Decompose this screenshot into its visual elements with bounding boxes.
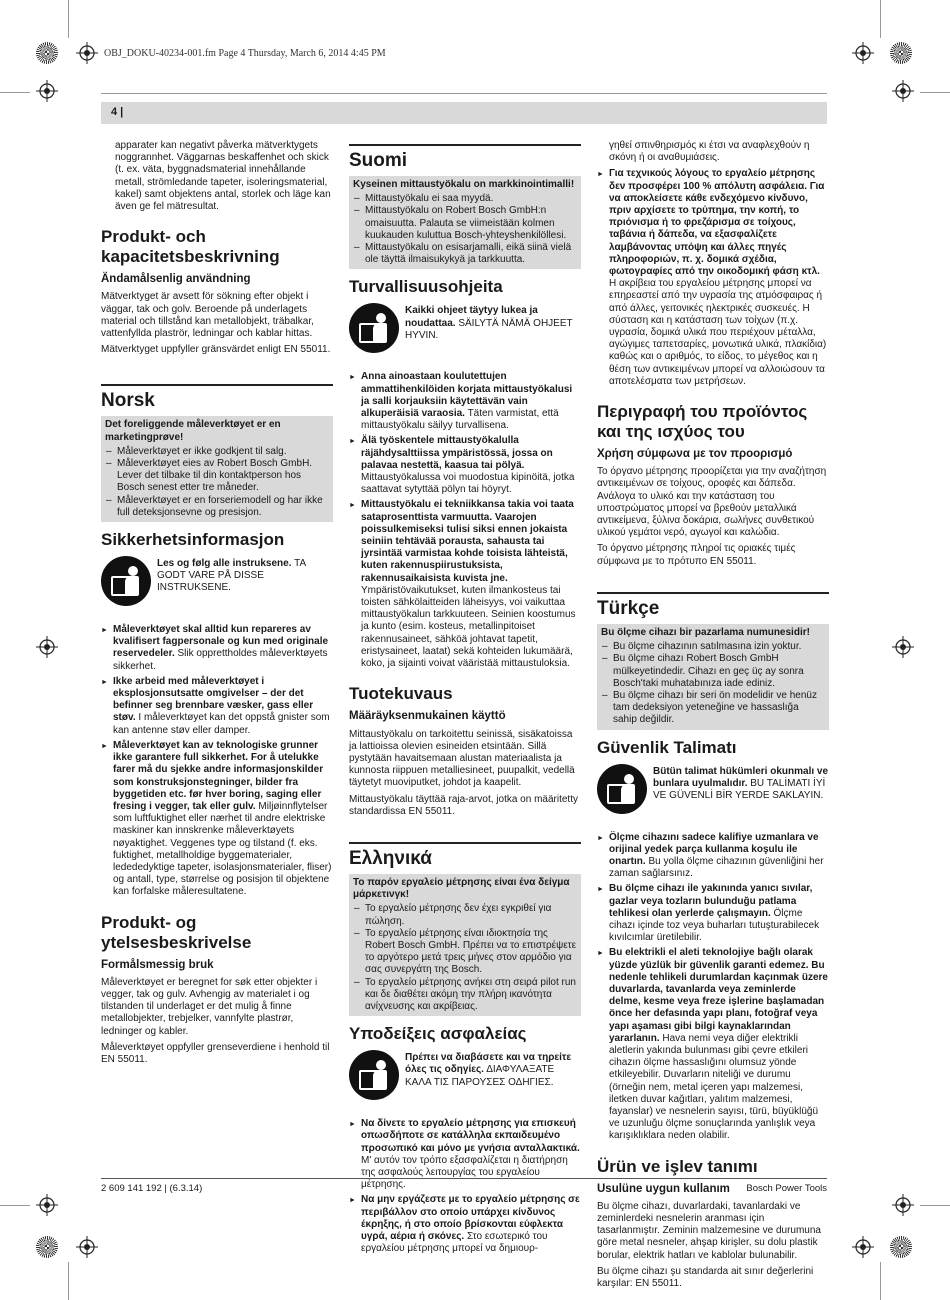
paragraph: Mätverktyget är avsett för sökning efter objekt i väggar, tak och golv. Beroende på underlagets material och tillstånd kan metallobjekt, träbalkar, vattenfyllda plaströr, ledningar och kablar hittas. xyxy=(101,291,314,340)
crop-line xyxy=(68,0,69,38)
crop-line xyxy=(0,92,30,93)
bullet-item: ► Ölçme cihazını sadece kalifiye uzmanlara ve orijinal yedek parça kullanma koşulu ile onartın. Bu yolla ölçme cihazının güvenliğini her zaman sağlarsınız. xyxy=(597,832,829,881)
section-title: Υποδείξεις ασφαλείας xyxy=(349,1024,527,1044)
crop-line xyxy=(880,1262,881,1300)
bullet-item: ► Να δίνετε το εργαλείο μέτρησης για επισκευή οπωσδήποτε σε κατάλληλα εκπαιδευμένο προσωπικό και μόνο με γνήσια ανταλλακτικά. Μ' αυτόν τον τρόπο εξασφαλίζεται η διατήρηση της ασφαλούς λειτουργίας του εργαλείου μέτρησης. xyxy=(349,1118,581,1191)
section-title: Turvallisuusohjeita xyxy=(349,277,503,297)
language-heading: Ελληνικά xyxy=(349,842,581,870)
notice-item: – Måleverktøyet eies av Robert Bosch GmbH. Lever det tilbake til din kontaktperson hos Bosch senest etter tre måneder. xyxy=(105,458,329,495)
language-heading: Türkçe xyxy=(597,592,829,620)
registration-mark-icon xyxy=(852,1236,874,1258)
section-title: Produkt- och kapacitetsbeskrivning xyxy=(101,227,280,267)
notice-item: – Måleverktøyet er en forseriemodell og har ikke full deteksjonsevne og presisjon. xyxy=(105,495,329,519)
safety-bullets xyxy=(349,371,581,670)
safety-block xyxy=(349,1050,581,1102)
notice-item: – Mittaustyökalu on Robert Bosch GmbH:n omaisuutta. Palauta se viimeistään kolmen kuukauden kuluttua Bosch-yhteyshenkilöllesi. xyxy=(353,205,577,242)
notice-item: – Το εργαλείο μέτρησης δεν έχει εγκριθεί για πώληση. xyxy=(353,903,577,927)
safety-block xyxy=(349,303,581,355)
notice-item: – Mittaustyökalu on esisarjamalli, eikä siinä vielä ole täyttä ilmaisukykyä ja tarkkuutta. xyxy=(353,242,577,266)
registration-mark-icon xyxy=(36,636,58,658)
paragraph: Το όργανο μέτρησης προορίζεται για την αναζήτηση αντικειμένων σε τοίχους, οροφές και δάπεδα. Ανάλογα το υλικό και την κατάσταση του υποστρώματος μπορεί να βρεθούν μεταλλικά αντικείμενα, ξύλινα δοκάρια, σωλήνες συνθετικού υλικού γεμάτοι νερό, αγωγοί και καλώδια. xyxy=(597,466,827,539)
paragraph: γηθεί σπινθηρισμός κι έτσι να αναφλεχθούν η σκόνη ή οι αναθυμιάσεις. xyxy=(609,140,810,164)
color-star-mark xyxy=(890,42,912,64)
column-3 xyxy=(597,140,829,1294)
paragraph: Mätverktyget uppfyller gränsvärdet enligt EN 55011. xyxy=(101,344,331,356)
subsection-title: Usulüne uygun kullanım xyxy=(597,1182,730,1195)
safety-bold: Πρέπει να διαβάσετε και να τηρείτε όλες τις οδηγίες. xyxy=(405,1052,572,1076)
marketing-notice xyxy=(101,416,333,522)
paragraph: Το όργανο μέτρησης πληροί τις οριακές τιμές σύμφωνα με το πρότυπο EN 55011. xyxy=(597,543,796,567)
paragraph: Bu ölçme cihazı şu standarda ait sınır değerlerini karşılar: EN 55011. xyxy=(597,1265,814,1290)
notice-list xyxy=(105,446,329,519)
subsection-title: Χρήση σύμφωνα με τον προορισμό xyxy=(597,448,793,461)
paragraph: Måleverktøyet er beregnet for søk etter objekter i vegger, tak og gulv. Avhengig av materialet i og tilstanden til underlaget er det mulig å finne metallobjekter, trebjelker, vannfylte plastrør, ledninger og kabler. xyxy=(101,976,318,1037)
bullet-item: ► Για τεχνικούς λόγους το εργαλείο μέτρησης δεν προσφέρει 100 % απόλυτη ασφάλεια. Για να αποκλείσετε κάθε ενδεχόμενο κίνδυνο, πριν αρχίσετε το τρύπημα, την κοπή, το πριόνισμα ή το φρεζάρισμα σε τοίχους, ταβάνια ή δάπεδα, να εξασφαλίζετε λαμβάνοντας υπόψη και άλλες πηγές πληροφοριών, π. χ. δομικά σχέδια, φωτογραφίες από την οικοδομική φάση κτλ. Η ακρίβεια του εργαλείου μέτρησης μπορεί να επηρεαστεί από την υγρασία της ατμόσφαιρας ή από άλλες, γειτονικές ηλεκτρικές συσκευές. Η σύσταση και η κατάσταση των τοίχων (π.χ. υγρασία, δομικά υλικά που περιέχουν μέταλλα, αγώγιμες ταπετσαρίες, μονωτικά υλικά, πλακίδια) καθώς και ο αριθμός, το είδος, το μέγεθος και η θέση των αντικειμένων μπορεί να αλλοιώσουν τα αποτελέσματα των μετρήσεων. xyxy=(597,168,829,388)
bullet-item: ► Måleverktøyet kan av teknologiske grunner ikke garantere full sikkerhet. For å utelukke farer må du sjekke andre informasjonskilder som konstruksjonstegninger, bilder fra byggetiden etc. før hver boring, saging eller fresing i vegger, tak eller gulv. Miljøinnflytelser som luftfuktighet eller nærhet til andre elektriske maskiner kan innskrenke måleverktøyets nøyaktighet. Veggenes type og tilstand (f. eks. fuktighet, metallholdige byggematerialer, ledededyktige tapeter, isolasjonsmaterialer, fliser) og antall, type, størrelse og posisjon til objektene kan forfalske måleresultatene. xyxy=(101,740,333,899)
notice-item: – Mittaustyökalu ei saa myydä. xyxy=(353,193,577,205)
section-title: Περιγραφή του προϊόντος και της ισχύος του xyxy=(597,402,808,442)
color-star-mark xyxy=(36,1236,58,1258)
notice-item: – Bu ölçme cihazının satılmasına izin yoktur. xyxy=(601,641,825,653)
crop-line xyxy=(0,1205,30,1206)
footer-rule xyxy=(101,1178,827,1179)
registration-mark-icon xyxy=(76,1236,98,1258)
color-star-mark xyxy=(36,42,58,64)
color-star-mark xyxy=(890,1236,912,1258)
paragraph: Mittaustyökalu täyttää raja-arvot, jotka on määritetty standardissa EN 55011. xyxy=(349,793,578,817)
bullet-item: ► Bu ölçme cihazı ile yakınında yanıcı sıvılar, gazlar veya tozların bulunduğu patlama tehlikesi olan yerlerde çalışmayın. Ölçme cihazı içinde toz veya buharları tutuşturabilecek kıvılcımlar üretilebilir. xyxy=(597,883,829,944)
safety-block xyxy=(101,556,333,608)
safety-bullets xyxy=(597,832,829,1143)
safety-bullets xyxy=(349,1118,581,1255)
bullet-item: ► Ikke arbeid med måleverktøyet i eksplosjonsutsatte omgivelser – der det befinner seg brennbare væsker, gass eller støv. I måleverktøyet kan det oppstå gnister som kan antenne støv eller damper. xyxy=(101,676,333,737)
registration-mark-icon xyxy=(892,80,914,102)
bullet-item: ► Να μην εργάζεστε με το εργαλείο μέτρησης σε περιβάλλον στο οποίο υπάρχει κίνδυνος έκρηξης, ή στο οποίο βρίσκονται εύφλεκτα υγρά, αέρια ή σκόνες. Στο εσωτερικό του εργαλείου μέτρησης μπορεί να δημιουρ- xyxy=(349,1194,581,1255)
crop-line xyxy=(920,1205,950,1206)
header-rule xyxy=(101,93,827,94)
safety-bold: Kaikki ohjeet täytyy lukea ja noudattaa. xyxy=(405,305,538,329)
footer-doc-number: 2 609 141 192 | (6.3.14) xyxy=(101,1183,203,1194)
bullet-item: ► Älä työskentele mittaustyökalulla räjähdysalttiissa ympäristössä, jossa on palavaa nestettä, kaasua tai pölyä. Mittaustyökalussa voi muodostua kipinöitä, jotka saattavat sytyttää pölyn tai höyryt. xyxy=(349,435,581,496)
subsection-title: Määräyksenmukainen käyttö xyxy=(349,710,506,723)
bullet-item: ► Mittaustyökalu ei tekniikkansa takia voi taata sataprosenttista varmuutta. Vaarojen poissulkemiseksi tulisi siksi ennen jokaista seiniin tehtävää porausta, sahausta tai jyrsintää varmistaa kohde toisista lähteistä, kuten rakennuspiirustuksista, rakennusaikaisista kuvista jne. Ympäristövaikutukset, kuten ilmankosteus tai toisten sähkölaitteiden läheisyys, voi vaikuttaa mittaustyökalun tarkkuuteen. Seinien koostumus ja kunto (esim. kosteus, metallinpitoiset rakennusaineet, sähköä johtavat tapetit, eristysaineet, laatat) sekä kohteiden lukumäärä, koko, ja sijainti voivat vääristää mittaustuloksia. xyxy=(349,499,581,670)
bullet-item: ► Måleverktøyet skal alltid kun repareres av kvalifisert fagpersonale og kun med originale reservedeler. Slik opprettholdes måleverktøyets sikkerhet. xyxy=(101,624,333,673)
safety-text: ΔΙΑΦΥΛΑΞΑΤΕ ΚΑΛΑ ΤΙΣ ΠΑΡΟΥΣΕΣ ΟΔΗΓΙΕΣ. xyxy=(405,1064,555,1088)
read-manual-icon xyxy=(349,303,399,353)
section-title: Ürün ve işlev tanımı xyxy=(597,1156,758,1176)
paragraph: apparater kan negativt påverka mätverktygets noggrannhet. Väggarnas beskaffenhet och skick (t. ex. väta, byggnadsmaterial innehållande metall, strömledande tapeter, isoleringsmaterial, kakel) samt objektens antal, storlek och läge kan även ge fel mätresultat. xyxy=(115,140,331,213)
marketing-notice xyxy=(349,874,581,1016)
safety-bullets xyxy=(101,624,333,898)
bullet-item: ► Bu elektrikli el aleti teknolojiye bağlı olarak yüzde yüzlük bir güvenlik garanti edemez. Bu nedenle tehlikeli durumlardan kaçınmak üzere duvarlarda, tavanlarda veya zeminlerde delme, kesme veya freze işlerine başlamadan önce her defasında yapı planı, fotoğraf veya yapı aşaması gibi bilgi kaynaklarından yararlanın. Hava nemi veya diğer elektrikli aletlerin yakında bulunması gibi çevre etkileri cihazın ölçme hassaslığını olumsuz yönde etkileyebilir. Duvarların niteliği ve durumu (örneğin nem, metal içeren yapı malzemesi, iletken duvar kağıtları, yalıtım malzemesi, fayanslar) ve nesnelerin sayısı, türü, büyüklüğü ve uzunluğu ölçme sonuçlarında yanlışlık veya karışıklıklara neden olabilir. xyxy=(597,947,829,1142)
notice-item: – Το εργαλείο μέτρησης είναι ιδιοκτησία της Robert Bosch GmbH. Πρέπει να το επιστρέψετε το αργότερο μετά τρεις μήνες στον αρμόδιο για σας συνεργάτη της Bosch. xyxy=(353,928,577,977)
notice-item: – Måleverktøyet er ikke godkjent til salg. xyxy=(105,446,329,458)
language-heading: Suomi xyxy=(349,144,581,172)
notice-title: Kyseinen mittaustyökalu on markkinointimalli! xyxy=(353,179,575,190)
safety-bullets xyxy=(597,168,829,388)
read-manual-icon xyxy=(597,764,647,814)
marketing-notice xyxy=(349,176,581,269)
safety-text: SÄILYTÄ NÄMÄ OHJEET HYVIN. xyxy=(405,317,573,341)
registration-mark-icon xyxy=(36,1194,58,1216)
subsection-title: Formålsmessig bruk xyxy=(101,958,214,971)
footer-brand: Bosch Power Tools xyxy=(746,1183,827,1194)
column-2 xyxy=(349,140,581,1258)
bullet-item: ► Anna ainoastaan koulutettujen ammattihenkilöiden korjata mittaustyökalusi ja salli korjauksiin käytettävän vain alkuperäisiä varaosia. Täten varmistat, että mittaustyökalu säilyy turvallisena. xyxy=(349,371,581,432)
paragraph: Mittaustyökalu on tarkoitettu seinissä, sisäkatoissa ja lattioissa olevien esineiden etsintään. Sillä pystytään havaitsemaan alustan materiaalista ja kunnosta riippuen metalliesineet, puupalkit, vedellä täytetyt muoviputket, johdot ja kaapelit. xyxy=(349,728,575,789)
safety-text: TA GODT VARE PÅ DISSE INSTRUKSENE. xyxy=(157,558,306,594)
file-info: OBJ_DOKU-40234-001.fm Page 4 Thursday, March 6, 2014 4:45 PM xyxy=(104,48,386,59)
language-heading: Norsk xyxy=(101,384,333,412)
paragraph: Måleverktøyet oppfyller grenseverdiene i henhold til EN 55011. xyxy=(101,1041,330,1065)
paragraph: Bu ölçme cihazı, duvarlardaki, tavanlardaki ve zeminlerdeki nesnelerin aranması için tasarlanmıştır. Zeminin malzemesine ve durumuna göre metal nesneler, ahşap kirişler, su dolu plastik borular, elektrik hatları ve kablolar bulunabilir. xyxy=(597,1200,821,1261)
notice-title: Det foreliggende måleverktøyet er en marketingprøve! xyxy=(105,419,281,443)
registration-mark-icon xyxy=(892,636,914,658)
notice-title: Το παρόν εργαλείο μέτρησης είναι ένα δείγμα μάρκετινγκ! xyxy=(353,876,570,901)
registration-mark-icon xyxy=(892,1194,914,1216)
notice-item: – Το εργαλείο μέτρησης ανήκει στη σειρά pilot run και δε διαθέτει ακόμη την πλήρη ικανότητα ανίχνευσης και ακρίβειας. xyxy=(353,977,577,1014)
crop-line xyxy=(68,1262,69,1300)
read-manual-icon xyxy=(349,1050,399,1100)
safety-block xyxy=(597,764,829,816)
safety-bold: Les og følg alle instruksene. xyxy=(157,558,292,570)
notice-title: Bu ölçme cihazı bir pazarlama numunesidir! xyxy=(601,626,810,638)
notice-item: – Bu ölçme cihazı Robert Bosch GmbH mülkeyetindedir. Cihazı en geç üç ay sonra Bosch'taki muhatabınıza iade ediniz. xyxy=(601,653,825,690)
notice-item: – Bu ölçme cihazı bir seri ön modelidir ve henüz tam dedeksiyon yeteneğine ve hassaslığa sahip değildir. xyxy=(601,690,825,727)
page-number: 4 | xyxy=(111,106,124,118)
section-title: Tuotekuvaus xyxy=(349,684,453,704)
read-manual-icon xyxy=(101,556,151,606)
section-title: Sikkerhetsinformasjon xyxy=(101,530,285,550)
column-1 xyxy=(101,140,333,1070)
crop-line xyxy=(880,0,881,38)
section-title: Güvenlik Talimatı xyxy=(597,737,737,757)
safety-text: BU TALİMATI İYİ VE GÜVENLİ BİR YERDE SAKLAYIN. xyxy=(653,777,826,801)
crop-line xyxy=(920,92,950,93)
marketing-notice xyxy=(597,624,829,730)
registration-mark-icon xyxy=(76,42,98,64)
safety-bold: Bütün talimat hükümleri okunmalı ve bunlara uyulmalıdır. xyxy=(653,765,829,789)
registration-mark-icon xyxy=(36,80,58,102)
page-header-bar xyxy=(101,102,827,124)
section-title: Produkt- og ytelsesbeskrivelse xyxy=(101,912,252,952)
registration-mark-icon xyxy=(852,42,874,64)
subsection-title: Ändamålsenlig användning xyxy=(101,273,251,286)
